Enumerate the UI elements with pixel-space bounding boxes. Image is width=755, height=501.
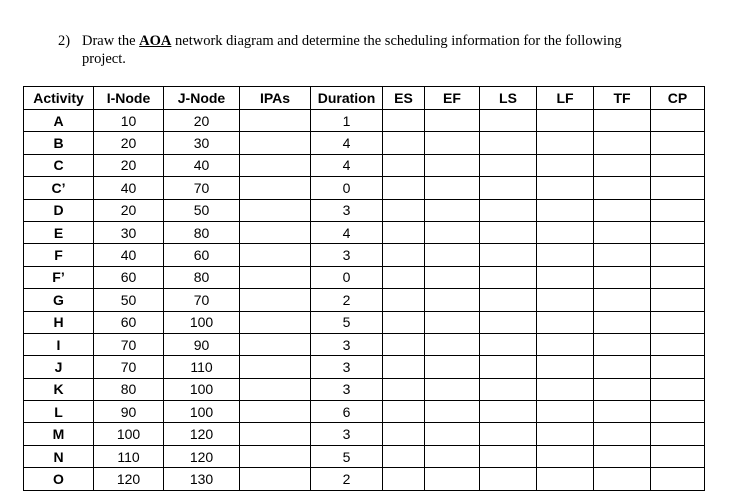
question-number: 2) (58, 33, 71, 49)
cell-ls (480, 445, 537, 467)
cell-cp (651, 401, 705, 423)
cell-ipas (240, 401, 311, 423)
cell-duration: 0 (311, 177, 383, 199)
cell-ef (425, 110, 480, 132)
cell-i-node: 60 (94, 266, 164, 288)
cell-tf (594, 445, 651, 467)
cell-lf (537, 244, 594, 266)
cell-i-node: 30 (94, 221, 164, 243)
cell-ef (425, 266, 480, 288)
cell-ls (480, 423, 537, 445)
cell-cp (651, 221, 705, 243)
table-header (24, 87, 705, 110)
cell-activity: B (24, 132, 94, 154)
cell-ipas (240, 333, 311, 355)
cell-ef (425, 177, 480, 199)
cell-tf (594, 154, 651, 176)
cell-i-node: 90 (94, 401, 164, 423)
cell-cp (651, 244, 705, 266)
cell-cp (651, 289, 705, 311)
cell-j-node: 110 (164, 356, 240, 378)
cell-duration: 0 (311, 266, 383, 288)
cell-tf (594, 401, 651, 423)
cell-lf (537, 468, 594, 490)
cell-cp (651, 266, 705, 288)
cell-tf (594, 221, 651, 243)
table-row (24, 154, 705, 176)
cell-cp (651, 311, 705, 333)
cell-ef (425, 289, 480, 311)
question-text-before: Draw the (82, 33, 140, 49)
cell-i-node: 50 (94, 289, 164, 311)
cell-i-node: 20 (94, 199, 164, 221)
cell-es (383, 401, 425, 423)
cell-activity: N (24, 445, 94, 467)
cell-ipas (240, 423, 311, 445)
cell-duration: 3 (311, 333, 383, 355)
cell-ef (425, 311, 480, 333)
cell-i-node: 110 (94, 445, 164, 467)
question-line-2: project. (82, 51, 126, 67)
cell-es (383, 221, 425, 243)
cell-ls (480, 333, 537, 355)
cell-activity: C (24, 154, 94, 176)
header-activity: Activity (24, 87, 94, 110)
cell-cp (651, 132, 705, 154)
cell-j-node: 130 (164, 468, 240, 490)
cell-ef (425, 401, 480, 423)
cell-ef (425, 154, 480, 176)
cell-ipas (240, 266, 311, 288)
cell-lf (537, 333, 594, 355)
cell-tf (594, 378, 651, 400)
cell-es (383, 468, 425, 490)
cell-ls (480, 244, 537, 266)
cell-ls (480, 110, 537, 132)
cell-j-node: 30 (164, 132, 240, 154)
cell-ef (425, 378, 480, 400)
cell-cp (651, 356, 705, 378)
cell-ipas (240, 445, 311, 467)
question-text-after: network diagram and determine the scheduling information for the following (171, 33, 622, 49)
cell-i-node: 100 (94, 423, 164, 445)
cell-es (383, 154, 425, 176)
cell-j-node: 120 (164, 445, 240, 467)
cell-es (383, 244, 425, 266)
cell-lf (537, 199, 594, 221)
table-row (24, 378, 705, 400)
cell-es (383, 132, 425, 154)
cell-cp (651, 199, 705, 221)
cell-es (383, 177, 425, 199)
cell-es (383, 378, 425, 400)
cell-j-node: 100 (164, 401, 240, 423)
cell-i-node: 80 (94, 378, 164, 400)
cell-lf (537, 221, 594, 243)
cell-ls (480, 311, 537, 333)
cell-ipas (240, 177, 311, 199)
cell-j-node: 90 (164, 333, 240, 355)
cell-activity: F (24, 244, 94, 266)
cell-lf (537, 445, 594, 467)
cell-tf (594, 244, 651, 266)
cell-activity: L (24, 401, 94, 423)
header-ls: LS (480, 87, 537, 110)
table-row (24, 468, 705, 490)
cell-ipas (240, 244, 311, 266)
cell-activity: C’ (24, 177, 94, 199)
cell-cp (651, 110, 705, 132)
cell-j-node: 100 (164, 311, 240, 333)
cell-activity: H (24, 311, 94, 333)
cell-i-node: 70 (94, 333, 164, 355)
cell-activity: O (24, 468, 94, 490)
header-tf: TF (594, 87, 651, 110)
cell-ls (480, 356, 537, 378)
cell-lf (537, 154, 594, 176)
cell-i-node: 20 (94, 154, 164, 176)
cell-activity: G (24, 289, 94, 311)
table-row (24, 110, 705, 132)
cell-lf (537, 378, 594, 400)
cell-lf (537, 110, 594, 132)
cell-activity: F’ (24, 266, 94, 288)
cell-i-node: 60 (94, 311, 164, 333)
table-row (24, 333, 705, 355)
cell-activity: D (24, 199, 94, 221)
header-lf: LF (537, 87, 594, 110)
table-row (24, 132, 705, 154)
cell-ipas (240, 311, 311, 333)
header-row (24, 87, 705, 110)
cell-j-node: 40 (164, 154, 240, 176)
cell-j-node: 60 (164, 244, 240, 266)
cell-ls (480, 401, 537, 423)
cell-lf (537, 423, 594, 445)
cell-ef (425, 468, 480, 490)
cell-ls (480, 378, 537, 400)
cell-cp (651, 378, 705, 400)
cell-i-node: 20 (94, 132, 164, 154)
cell-ef (425, 199, 480, 221)
cell-tf (594, 333, 651, 355)
cell-i-node: 70 (94, 356, 164, 378)
header-duration: Duration (311, 87, 383, 110)
table-row (24, 401, 705, 423)
cell-tf (594, 199, 651, 221)
table-row (24, 356, 705, 378)
cell-j-node: 100 (164, 378, 240, 400)
cell-es (383, 356, 425, 378)
cell-duration: 4 (311, 132, 383, 154)
table-row (24, 199, 705, 221)
table-body (24, 110, 705, 491)
cell-es (383, 311, 425, 333)
cell-cp (651, 468, 705, 490)
cell-es (383, 333, 425, 355)
cell-j-node: 20 (164, 110, 240, 132)
cell-duration: 3 (311, 199, 383, 221)
cell-lf (537, 289, 594, 311)
cell-ls (480, 266, 537, 288)
cell-es (383, 445, 425, 467)
cell-tf (594, 423, 651, 445)
table-row (24, 311, 705, 333)
cell-i-node: 10 (94, 110, 164, 132)
cell-cp (651, 333, 705, 355)
table-row (24, 177, 705, 199)
cell-es (383, 266, 425, 288)
cell-j-node: 120 (164, 423, 240, 445)
cell-ef (425, 333, 480, 355)
cell-activity: J (24, 356, 94, 378)
cell-cp (651, 154, 705, 176)
table-row (24, 244, 705, 266)
cell-ipas (240, 132, 311, 154)
cell-ef (425, 356, 480, 378)
cell-cp (651, 177, 705, 199)
table-row (24, 445, 705, 467)
cell-tf (594, 266, 651, 288)
cell-lf (537, 401, 594, 423)
cell-duration: 3 (311, 423, 383, 445)
cell-lf (537, 311, 594, 333)
cell-es (383, 423, 425, 445)
cell-ef (425, 423, 480, 445)
cell-duration: 3 (311, 378, 383, 400)
cell-ipas (240, 110, 311, 132)
cell-i-node: 40 (94, 177, 164, 199)
header-cp: CP (651, 87, 705, 110)
cell-tf (594, 177, 651, 199)
header-j-node: J-Node (164, 87, 240, 110)
cell-ls (480, 289, 537, 311)
cell-duration: 2 (311, 289, 383, 311)
table-row (24, 221, 705, 243)
cell-i-node: 40 (94, 244, 164, 266)
cell-tf (594, 132, 651, 154)
header-i-node: I-Node (94, 87, 164, 110)
cell-ipas (240, 154, 311, 176)
cell-lf (537, 266, 594, 288)
cell-activity: K (24, 378, 94, 400)
table-row (24, 266, 705, 288)
cell-i-node: 120 (94, 468, 164, 490)
cell-duration: 3 (311, 356, 383, 378)
cell-j-node: 50 (164, 199, 240, 221)
cell-ipas (240, 356, 311, 378)
cell-ef (425, 132, 480, 154)
cell-lf (537, 177, 594, 199)
cell-ls (480, 468, 537, 490)
header-ipas: IPAs (240, 87, 311, 110)
cell-duration: 1 (311, 110, 383, 132)
cell-ls (480, 199, 537, 221)
cell-es (383, 289, 425, 311)
cell-ipas (240, 378, 311, 400)
cell-duration: 4 (311, 221, 383, 243)
cell-activity: M (24, 423, 94, 445)
cell-ls (480, 221, 537, 243)
cell-duration: 6 (311, 401, 383, 423)
table-row (24, 423, 705, 445)
cell-j-node: 80 (164, 221, 240, 243)
cell-lf (537, 132, 594, 154)
cell-ipas (240, 468, 311, 490)
cell-tf (594, 110, 651, 132)
cell-cp (651, 445, 705, 467)
cell-ipas (240, 199, 311, 221)
cell-duration: 4 (311, 154, 383, 176)
question-emphasis-aoa: AOA (139, 33, 172, 49)
cell-ef (425, 244, 480, 266)
cell-ls (480, 177, 537, 199)
cell-tf (594, 356, 651, 378)
cell-ef (425, 445, 480, 467)
cell-duration: 3 (311, 244, 383, 266)
cell-ipas (240, 289, 311, 311)
cell-es (383, 110, 425, 132)
header-ef: EF (425, 87, 480, 110)
cell-tf (594, 289, 651, 311)
cell-j-node: 70 (164, 177, 240, 199)
header-es: ES (383, 87, 425, 110)
table-row (24, 289, 705, 311)
cell-duration: 2 (311, 468, 383, 490)
cell-activity: A (24, 110, 94, 132)
question-text (58, 32, 718, 68)
scheduling-table (23, 86, 705, 491)
cell-lf (537, 356, 594, 378)
cell-tf (594, 468, 651, 490)
cell-duration: 5 (311, 311, 383, 333)
cell-ef (425, 221, 480, 243)
cell-activity: I (24, 333, 94, 355)
cell-es (383, 199, 425, 221)
cell-duration: 5 (311, 445, 383, 467)
cell-tf (594, 311, 651, 333)
cell-ls (480, 154, 537, 176)
cell-j-node: 80 (164, 266, 240, 288)
cell-j-node: 70 (164, 289, 240, 311)
cell-ls (480, 132, 537, 154)
cell-ipas (240, 221, 311, 243)
cell-activity: E (24, 221, 94, 243)
cell-cp (651, 423, 705, 445)
